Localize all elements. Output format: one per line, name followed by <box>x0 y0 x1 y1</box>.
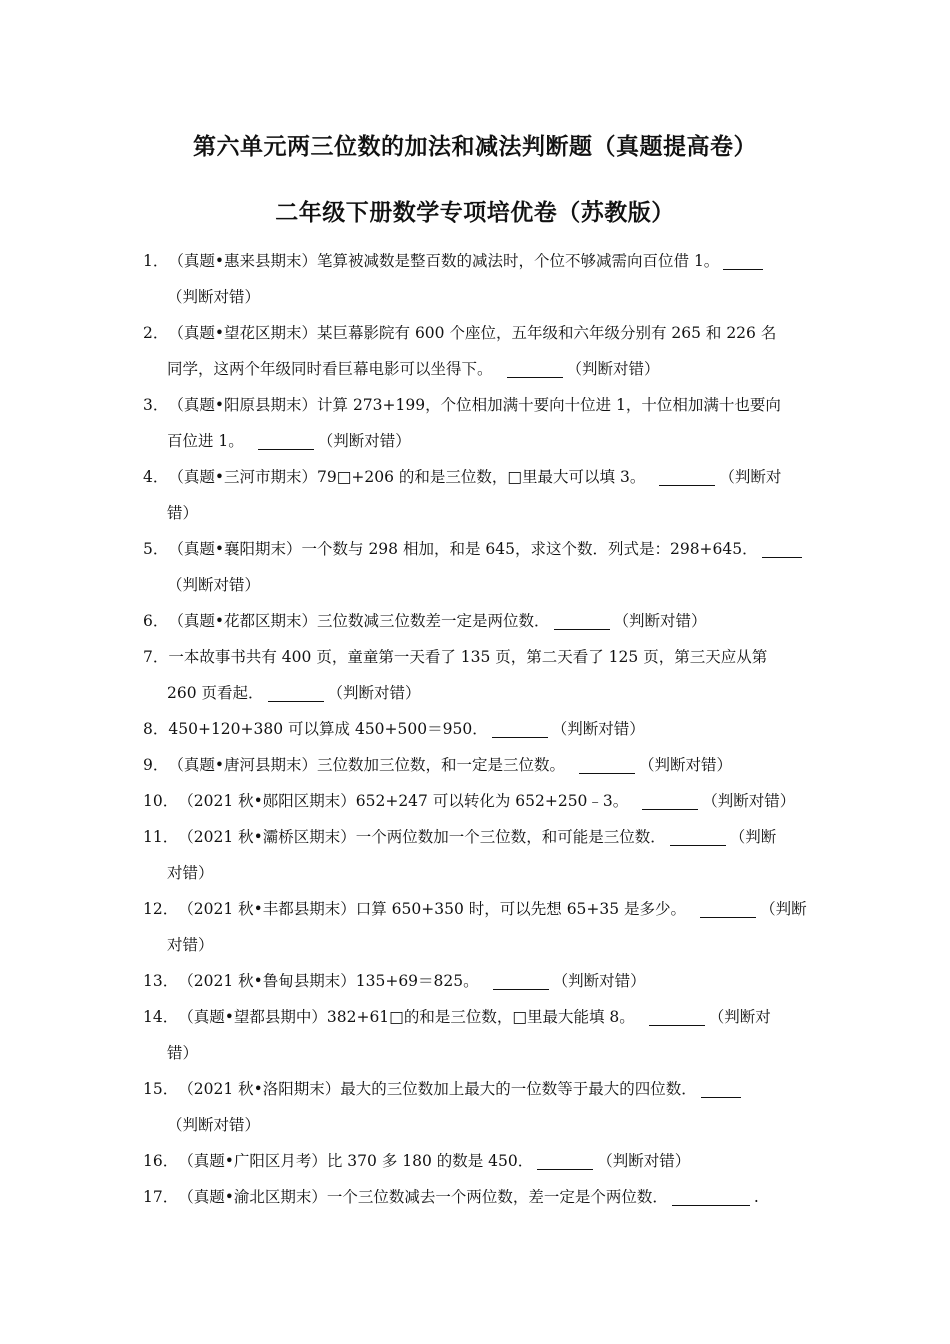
question-number: 9． <box>143 756 169 774</box>
question-text: （真题•惠来县期末）笔算被减数是整百数的减法时，个位不够减需向百位借 1。 <box>168 252 720 270</box>
answer-blank[interactable] <box>579 755 635 774</box>
question-continuation <box>143 1107 837 1143</box>
question-number: 10． <box>143 792 179 810</box>
question-continuation <box>143 927 837 963</box>
question-list <box>143 243 837 1215</box>
answer-blank[interactable] <box>762 539 802 558</box>
question-text-cont: 百位进 1。 <box>167 432 244 450</box>
answer-blank[interactable] <box>537 1151 593 1170</box>
answer-blank[interactable] <box>493 971 549 990</box>
question-4 <box>143 459 837 531</box>
question-text: （2021 秋•郧阳区期末）652+247 可以转化为 652+250﹣3。 <box>178 792 629 810</box>
question-text: （真题•望都县期中）382+61□的和是三位数，□里最大能填 8。 <box>178 1008 635 1026</box>
question-8 <box>143 711 837 747</box>
question-text: （真题•阳原县期末）计算 273+199，个位相加满十要向十位进 1，十位相加满十也要向 <box>168 396 781 414</box>
answer-blank[interactable] <box>492 719 548 738</box>
judge-label: （判断对错） <box>613 612 707 630</box>
question-15 <box>143 1071 837 1143</box>
question-end-mark: . <box>753 1188 759 1206</box>
question-number: 2． <box>143 324 169 342</box>
question-number: 8． <box>143 720 169 738</box>
question-text: 一本故事书共有 400 页，童童第一天看了 135 页，第二天看了 125 页，第三天应从第 <box>168 648 768 666</box>
question-16 <box>143 1143 837 1179</box>
answer-blank[interactable] <box>672 1187 750 1206</box>
question-continuation <box>143 279 837 315</box>
question-continuation <box>143 351 837 387</box>
question-continuation <box>143 423 837 459</box>
question-number: 3． <box>143 396 169 414</box>
question-5 <box>143 531 837 603</box>
judge-label: （判断对错） <box>317 432 411 450</box>
question-11 <box>143 819 837 891</box>
question-text: （2021 秋•洛阳期末）最大的三位数加上最大的一位数等于最大的四位数． <box>178 1080 697 1098</box>
answer-blank[interactable] <box>723 251 763 270</box>
judge-label: （判断对错） <box>327 684 421 702</box>
answer-blank[interactable] <box>659 467 715 486</box>
judge-label-cont: 错） <box>167 1044 199 1062</box>
question-text-cont: 同学，这两个年级同时看巨幕电影可以坐得下。 <box>167 360 493 378</box>
answer-blank[interactable] <box>268 683 324 702</box>
answer-blank[interactable] <box>642 791 698 810</box>
answer-blank[interactable] <box>700 899 756 918</box>
judge-label: （判断对 <box>708 1008 771 1026</box>
judge-label: （判断对错） <box>167 288 261 306</box>
question-text: （真题•望花区期末）某巨幕影院有 600 个座位，五年级和六年级分别有 265 和 226 名 <box>168 324 777 342</box>
question-text: （真题•渝北区期末）一个三位数减去一个两位数，差一定是个两位数． <box>178 1188 668 1206</box>
question-continuation <box>143 495 837 531</box>
document-title: 第六单元两三位数的加法和减法判断题（真题提高卷） <box>193 133 757 160</box>
answer-blank[interactable] <box>649 1007 705 1026</box>
judge-label: （判断对错） <box>167 576 261 594</box>
question-continuation <box>143 1035 837 1071</box>
judge-label-cont: 对错） <box>167 936 214 954</box>
question-6 <box>143 603 837 639</box>
judge-label: （判断对错） <box>639 756 733 774</box>
question-number: 6． <box>143 612 169 630</box>
judge-label: （判断对错） <box>551 720 645 738</box>
question-text: （真题•广阳区月考）比 370 多 180 的数是 450． <box>178 1152 534 1170</box>
question-number: 12． <box>143 900 179 918</box>
question-number: 15． <box>143 1080 179 1098</box>
answer-blank[interactable] <box>670 827 726 846</box>
question-continuation <box>143 675 837 711</box>
question-number: 14． <box>143 1008 179 1026</box>
question-13 <box>143 963 837 999</box>
question-9 <box>143 747 837 783</box>
question-number: 11． <box>143 828 179 846</box>
question-number: 7． <box>143 648 169 666</box>
judge-label: （判断 <box>760 900 807 918</box>
judge-label: （判断对 <box>719 468 782 486</box>
question-number: 4． <box>143 468 169 486</box>
question-number: 13． <box>143 972 179 990</box>
question-1 <box>143 243 837 315</box>
answer-blank[interactable] <box>507 359 563 378</box>
question-continuation <box>143 855 837 891</box>
question-7 <box>143 639 837 711</box>
question-2 <box>143 315 837 387</box>
answer-blank[interactable] <box>258 431 314 450</box>
question-number: 5． <box>143 540 169 558</box>
judge-label: （判断对错） <box>597 1152 691 1170</box>
judge-label-cont: 对错） <box>167 864 214 882</box>
question-text: （2021 秋•丰都县期末）口算 650+350 时，可以先想 65+35 是多少。 <box>178 900 687 918</box>
question-text: （2021 秋•鲁甸县期末）135+69＝825。 <box>178 972 479 990</box>
question-text-cont: 260 页看起． <box>167 684 264 702</box>
question-text: （真题•花都区期末）三位数减三位数差一定是两位数． <box>168 612 550 630</box>
question-number: 16． <box>143 1152 179 1170</box>
question-text: 450+120+380 可以算成 450+500＝950． <box>168 720 488 738</box>
question-text: （2021 秋•灞桥区期末）一个两位数加一个三位数，和可能是三位数． <box>178 828 666 846</box>
question-3 <box>143 387 837 459</box>
judge-label: （判断对错） <box>167 1116 261 1134</box>
judge-label: （判断对错） <box>702 792 796 810</box>
answer-blank[interactable] <box>701 1079 741 1098</box>
judge-label: （判断 <box>729 828 777 846</box>
question-text: （真题•唐河县期末）三位数加三位数，和一定是三位数。 <box>168 756 566 774</box>
question-number: 1． <box>143 252 169 270</box>
answer-blank[interactable] <box>554 611 610 630</box>
question-text: （真题•三河市期末）79□+206 的和是三位数，□里最大可以填 3。 <box>168 468 646 486</box>
judge-label: （判断对错） <box>566 360 660 378</box>
question-17 <box>143 1179 837 1215</box>
question-14 <box>143 999 837 1071</box>
question-10 <box>143 783 837 819</box>
document-subtitle: 二年级下册数学专项培优卷（苏教版） <box>275 199 675 226</box>
question-text: （真题•襄阳期末）一个数与 298 相加，和是 645，求这个数．列式是：298+645． <box>168 540 758 558</box>
question-number: 17． <box>143 1188 179 1206</box>
question-continuation <box>143 567 837 603</box>
judge-label-cont: 错） <box>167 504 199 522</box>
question-12 <box>143 891 837 963</box>
judge-label: （判断对错） <box>552 972 646 990</box>
